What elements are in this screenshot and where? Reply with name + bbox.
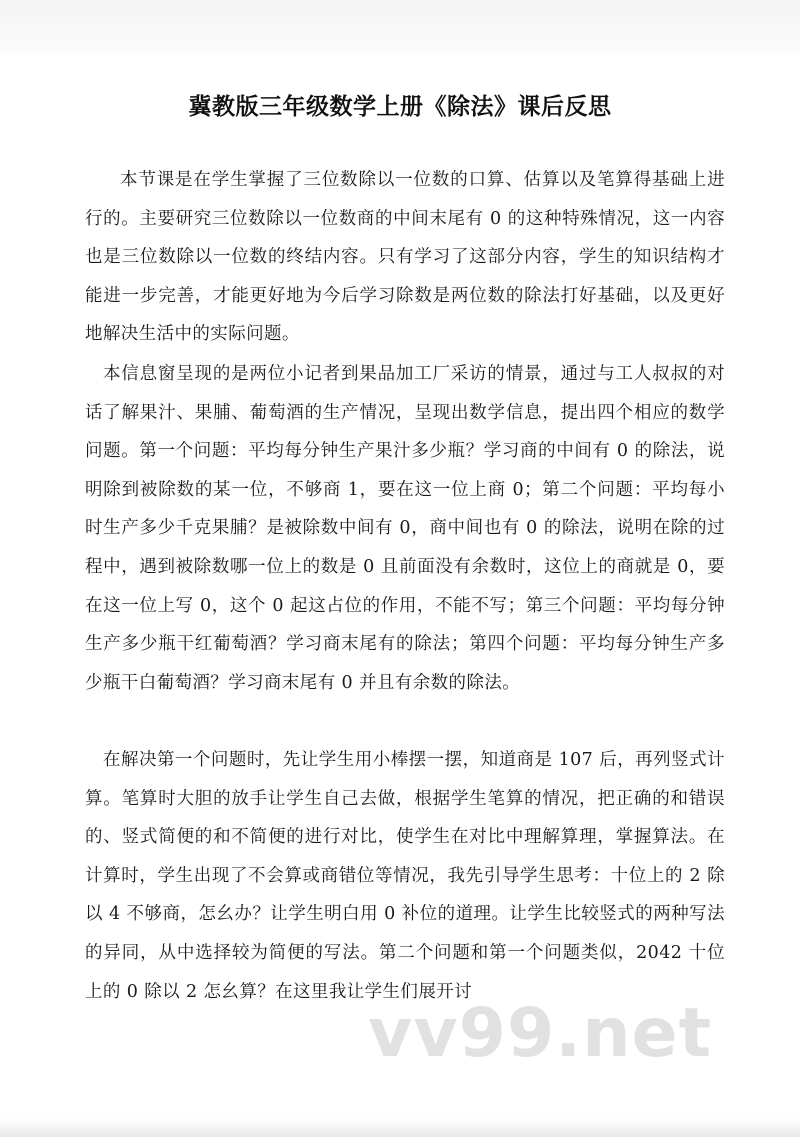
document-title: 冀教版三年级数学上册《除法》课后反思 (188, 94, 612, 120)
page-bottom-edge (0, 1118, 800, 1137)
paragraph-2: 本信息窗呈现的是两位小记者到果品加工厂采访的情景，通过与工人叔叔的对话了解果汁、果脯、葡萄酒的生产情况，呈现出数学信息，提出四个相应的数学问题。第一个问题：平均每分钟生产果汁多少瓶？学习商的中间有 0 的除法，说明除到被除数的某一位，不够商 1，要在这一位上商 0；第二个问题：平均每小时生产多少千克果脯？是被除数中间有 0，商中间也有 0 的除法，说明在除的过程中，遇到被除数哪一位上的数是 0 且前面没有余数时，这位上的商就是 0，要在这一位上写 0，这个 0 起这占位的作用，不能不写；第三个问题：平均每分钟生产多少瓶干红葡萄酒？学习商末尾有的除法；第四个问题：平均每分钟生产多少瓶干白葡萄酒？学习商末尾有 0 并且有余数的除法。 (85, 364, 725, 693)
page-top-margin (0, 0, 800, 52)
paragraph-1: 本节课是在学生掌握了三位数除以一位数的口算、估算以及笔算得基础上进行的。主要研究三位数除以一位数商的中间末尾有 0 的这种特殊情况，这一内容也是三位数除以一位数的终结内容。只有学习了这部分内容，学生的知识结构才能进一步完善，才能更好地为今后学习除数是两位数的除法打好基础，以及更好地解决生活中的实际问题。 (85, 170, 725, 345)
paragraph-3: 在解决第一个问题时，先让学生用小棒摆一摆，知道商是 107 后，再列竖式计算。笔算时大胆的放手让学生自己去做，根据学生笔算的情况，把正确的和错误的、竖式简便的和不简便的进行对比，使学生在对比中理解算理，掌握算法。在计算时，学生出现了不会算或商错位等情况，我先引导学生思考：十位上的 2 除以 4 不够商，怎幺办？让学生明白用 0 补位的道理。让学生比较竖式的两种写法的异同，从中选择较为简便的写法。第二个问题和第一个问题类似，2042 十位上的 0 除以 2 怎幺算？在这里我让学生们展开讨 (85, 750, 725, 1002)
watermark-text: vv99.net (368, 994, 713, 1073)
